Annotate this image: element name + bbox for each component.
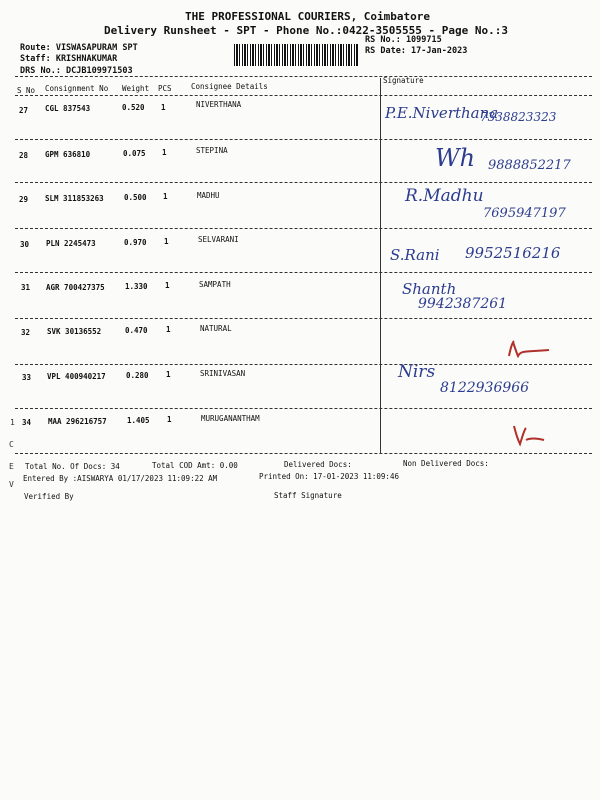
barcode [234,44,358,66]
margin-mark: E [9,462,14,471]
row-pcs: 1 [167,415,172,424]
row-signature: Nirs [398,362,436,382]
runsheet-subtitle: Delivery Runsheet - SPT - Phone No.:0422-3505555 - Page No.:3 [104,24,508,37]
col-signature: Signature [383,76,424,85]
row-weight: 0.520 [122,103,145,112]
drs-label: DRS No.: DCJB109971503 [20,66,133,76]
row-consignee: SELVARANI [198,235,239,244]
row-weight: 1.405 [127,416,150,425]
col-consignee: Consignee Details [191,82,268,91]
rs-number: RS No.: 1099715 [365,35,442,45]
row-rule [15,139,592,140]
row-pcs: 1 [164,237,169,246]
row-signature: R.Madhu [405,186,484,206]
row-sno: 27 [19,106,29,115]
row-consignee: MURUGANANTHAM [201,414,260,423]
row-consignee: STEPINA [196,146,228,155]
row-rule [15,182,592,183]
row-signature-phone: 9942387261 [418,296,508,312]
row-rule [15,364,592,365]
rs-date: RS Date: 17-Jan-2023 [365,46,468,56]
row-rule [15,272,592,273]
row-signature-phone: 7338823323 [480,110,557,124]
row-sno: 28 [19,151,29,160]
non-delivered-docs: Non Delivered Docs: [403,459,489,468]
row-weight: 0.075 [123,149,146,158]
row-rule [15,453,592,454]
delivered-docs: Delivered Docs: [284,460,352,469]
total-docs: Total No. Of Docs: 34 [25,462,120,471]
signature-column-divider [380,78,381,453]
row-pcs: 1 [162,148,167,157]
row-signature: P.E.Niverthana [385,104,499,122]
total-cod: Total COD Amt: 0.00 [152,461,238,470]
col-pcs: PCS [158,84,172,93]
row-sno: 34 [22,418,32,427]
row-sno: 32 [21,328,31,337]
table-top-rule [15,76,592,77]
row-consignment: AGR 700427375 [46,283,105,292]
red-check-mark [510,420,550,450]
row-pcs: 1 [166,325,171,334]
row-consignment: CGL 837543 [45,104,91,113]
printed-on: Printed On: 17-01-2023 11:09:46 [259,472,399,481]
row-pcs: 1 [163,192,168,201]
col-weight: Weight [122,84,150,93]
row-weight: 0.470 [125,326,148,335]
row-signature: Wh [435,144,476,172]
row-consignment: GPM 636810 [45,150,91,159]
row-consignee: MADHU [197,191,220,200]
staff-signature: Staff Signature [274,491,342,500]
row-consignee: NATURAL [200,324,232,333]
col-consignment: Consignment No [45,84,109,93]
row-sno: 33 [22,373,32,382]
row-consignment: VPL 400940217 [47,372,106,381]
row-sno: 31 [21,283,31,292]
row-rule [15,318,592,319]
red-check-mark [505,338,555,362]
row-consignment: SLM 311853263 [45,194,104,203]
margin-mark: C [9,440,14,449]
row-weight: 0.970 [124,238,147,247]
row-weight: 0.280 [126,371,149,380]
row-weight: 0.500 [124,193,147,202]
row-signature-phone: 9952516216 [465,244,561,262]
row-signature: Shanth [402,280,457,298]
header-rule [15,95,592,96]
verified-by: Verified By [24,492,74,501]
row-consignment: MAA 296216757 [48,417,107,426]
row-consignment: SVK 30136552 [47,327,102,336]
margin-mark: 1 [10,418,15,427]
row-rule [15,228,592,229]
row-signature-phone: 7695947197 [483,206,566,221]
row-sno: 30 [20,240,30,249]
row-consignee: NIVERTHANA [196,100,242,109]
row-signature: S.Rani [390,246,440,264]
row-rule [15,408,592,409]
row-consignment: PLN 2245473 [46,239,96,248]
row-signature-phone: 9888852217 [488,158,571,173]
company-title: THE PROFESSIONAL COURIERS, Coimbatore [185,10,431,23]
row-consignee: SAMPATH [199,280,231,289]
entered-by: Entered By :AISWARYA 01/17/2023 11:09:22 AM [23,474,218,483]
route-label: Route: VISWASAPURAM SPT [20,43,138,53]
row-signature-phone: 8122936966 [440,380,530,396]
row-pcs: 1 [166,370,171,379]
margin-mark: V [9,480,14,489]
row-pcs: 1 [161,103,166,112]
row-pcs: 1 [165,281,170,290]
col-sno: S No [17,86,36,95]
row-sno: 29 [19,195,29,204]
staff-label: Staff: KRISHNAKUMAR [20,54,118,64]
row-weight: 1.330 [125,282,148,291]
row-consignee: SRINIVASAN [200,369,246,378]
